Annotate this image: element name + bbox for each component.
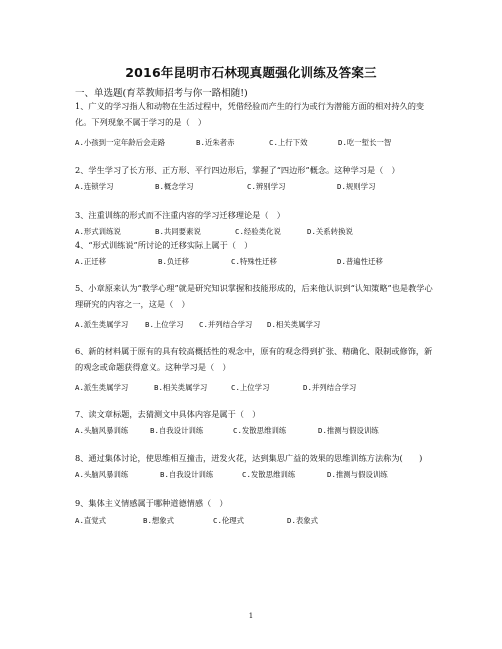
option-a: A.正迁移 <box>75 257 107 266</box>
question-4: 4、“形式训练说”所讨论的迁移实际上属于（ ） <box>75 240 253 250</box>
option-c: C.特殊性迁移 <box>231 257 277 266</box>
option-b: B.负迁移 <box>158 257 190 266</box>
question-5: 5、小章原来认为“教学心理”就是研究知识掌握和技能形成的，后来他认识到“认知策略”也是教学心理研究的内容之一，这是（ ） <box>75 283 433 309</box>
question-6-options <box>75 382 435 394</box>
question-5-options <box>75 319 435 331</box>
document-title: 2016年昆明市石林现真题强化训练及答案三 <box>125 65 377 80</box>
question-2-options <box>75 181 435 193</box>
option-c: C.并列结合学习 <box>199 320 253 329</box>
option-d: D.关系转换说 <box>307 227 353 236</box>
option-c: C.上位学习 <box>231 383 270 392</box>
option-c: C.发散思维训练 <box>242 470 296 479</box>
question-7: 7、读文章标题，去猜测文中具体内容是属于（ ） <box>75 409 261 419</box>
option-c: C.经验类化说 <box>235 227 281 236</box>
page-number: 1 <box>248 612 254 620</box>
option-a: A.形式训练说 <box>75 227 121 236</box>
option-c: C.发散思维训练 <box>233 426 287 435</box>
option-a: A.头脑风暴训练 <box>75 470 129 479</box>
question-4-options <box>75 256 435 268</box>
option-a: A.派生类属学习 <box>75 383 129 392</box>
option-c: C.伦理式 <box>213 516 245 525</box>
option-a: A.连锁学习 <box>75 182 114 191</box>
option-d: D.并列结合学习 <box>303 383 357 392</box>
option-d: D.吃一堑长一智 <box>338 138 392 147</box>
option-b: B.上位学习 <box>145 320 184 329</box>
option-c: C.辨别学习 <box>247 182 286 191</box>
option-d: D.规则学习 <box>337 182 376 191</box>
option-a: A.直觉式 <box>75 516 107 525</box>
option-b: B.共同要素说 <box>155 227 201 236</box>
question-9: 9、集体主义情感属于哪种道德情感（ ） <box>75 498 228 508</box>
option-b: B.相关类属学习 <box>154 383 208 392</box>
question-8-options <box>75 469 435 481</box>
option-b: B.自我设计训练 <box>160 470 214 479</box>
option-a: A.头脑风暴训练 <box>75 426 129 435</box>
option-d: D.普遍性迁移 <box>337 257 383 266</box>
question-1: 1、广义的学习指人和动物在生活过程中，凭借经验而产生的行为或行为潜能方面的相对持久的变化。下列现象不属于学习的是（ ） <box>75 101 425 127</box>
question-6: 6、新的材料属于原有的具有较高概括性的观念中，原有的观念得到扩张、精确化、限制或修饰，新的观念或命题获得意义。这种学习是（ ） <box>75 346 433 372</box>
option-d: D.表象式 <box>287 516 319 525</box>
option-c: C.上行下效 <box>269 138 308 147</box>
option-b: B.想象式 <box>143 516 175 525</box>
option-a: A.派生类属学习 <box>75 320 129 329</box>
option-d: D.推测与假设训练 <box>318 426 379 435</box>
question-8: 8、通过集体讨论，使思维相互撞击，迸发火花，达到集思广益的效果的思维训练方法称为( ) <box>75 453 423 463</box>
question-9-options <box>75 515 435 527</box>
option-b: B.概念学习 <box>155 182 194 191</box>
option-b: B.近朱者赤 <box>196 138 235 147</box>
option-a: A.小孩到一定年龄后会走路 <box>75 138 166 147</box>
question-7-options <box>75 425 435 437</box>
question-1-options <box>75 137 435 149</box>
section-heading: 一、单选题(育萃教师招考与你一路相随!) <box>75 88 248 99</box>
question-2: 2、学生学习了长方形、正方形、平行四边形后，掌握了“四边形”概念。这种学习是（ ） <box>75 165 400 175</box>
option-d: D.相关类属学习 <box>267 320 321 329</box>
option-d: D.推测与假设训练 <box>327 470 388 479</box>
option-b: B.自我设计训练 <box>150 426 204 435</box>
question-3: 3、注重训练的形式而不注重内容的学习迁移理论是（ ） <box>75 210 285 220</box>
